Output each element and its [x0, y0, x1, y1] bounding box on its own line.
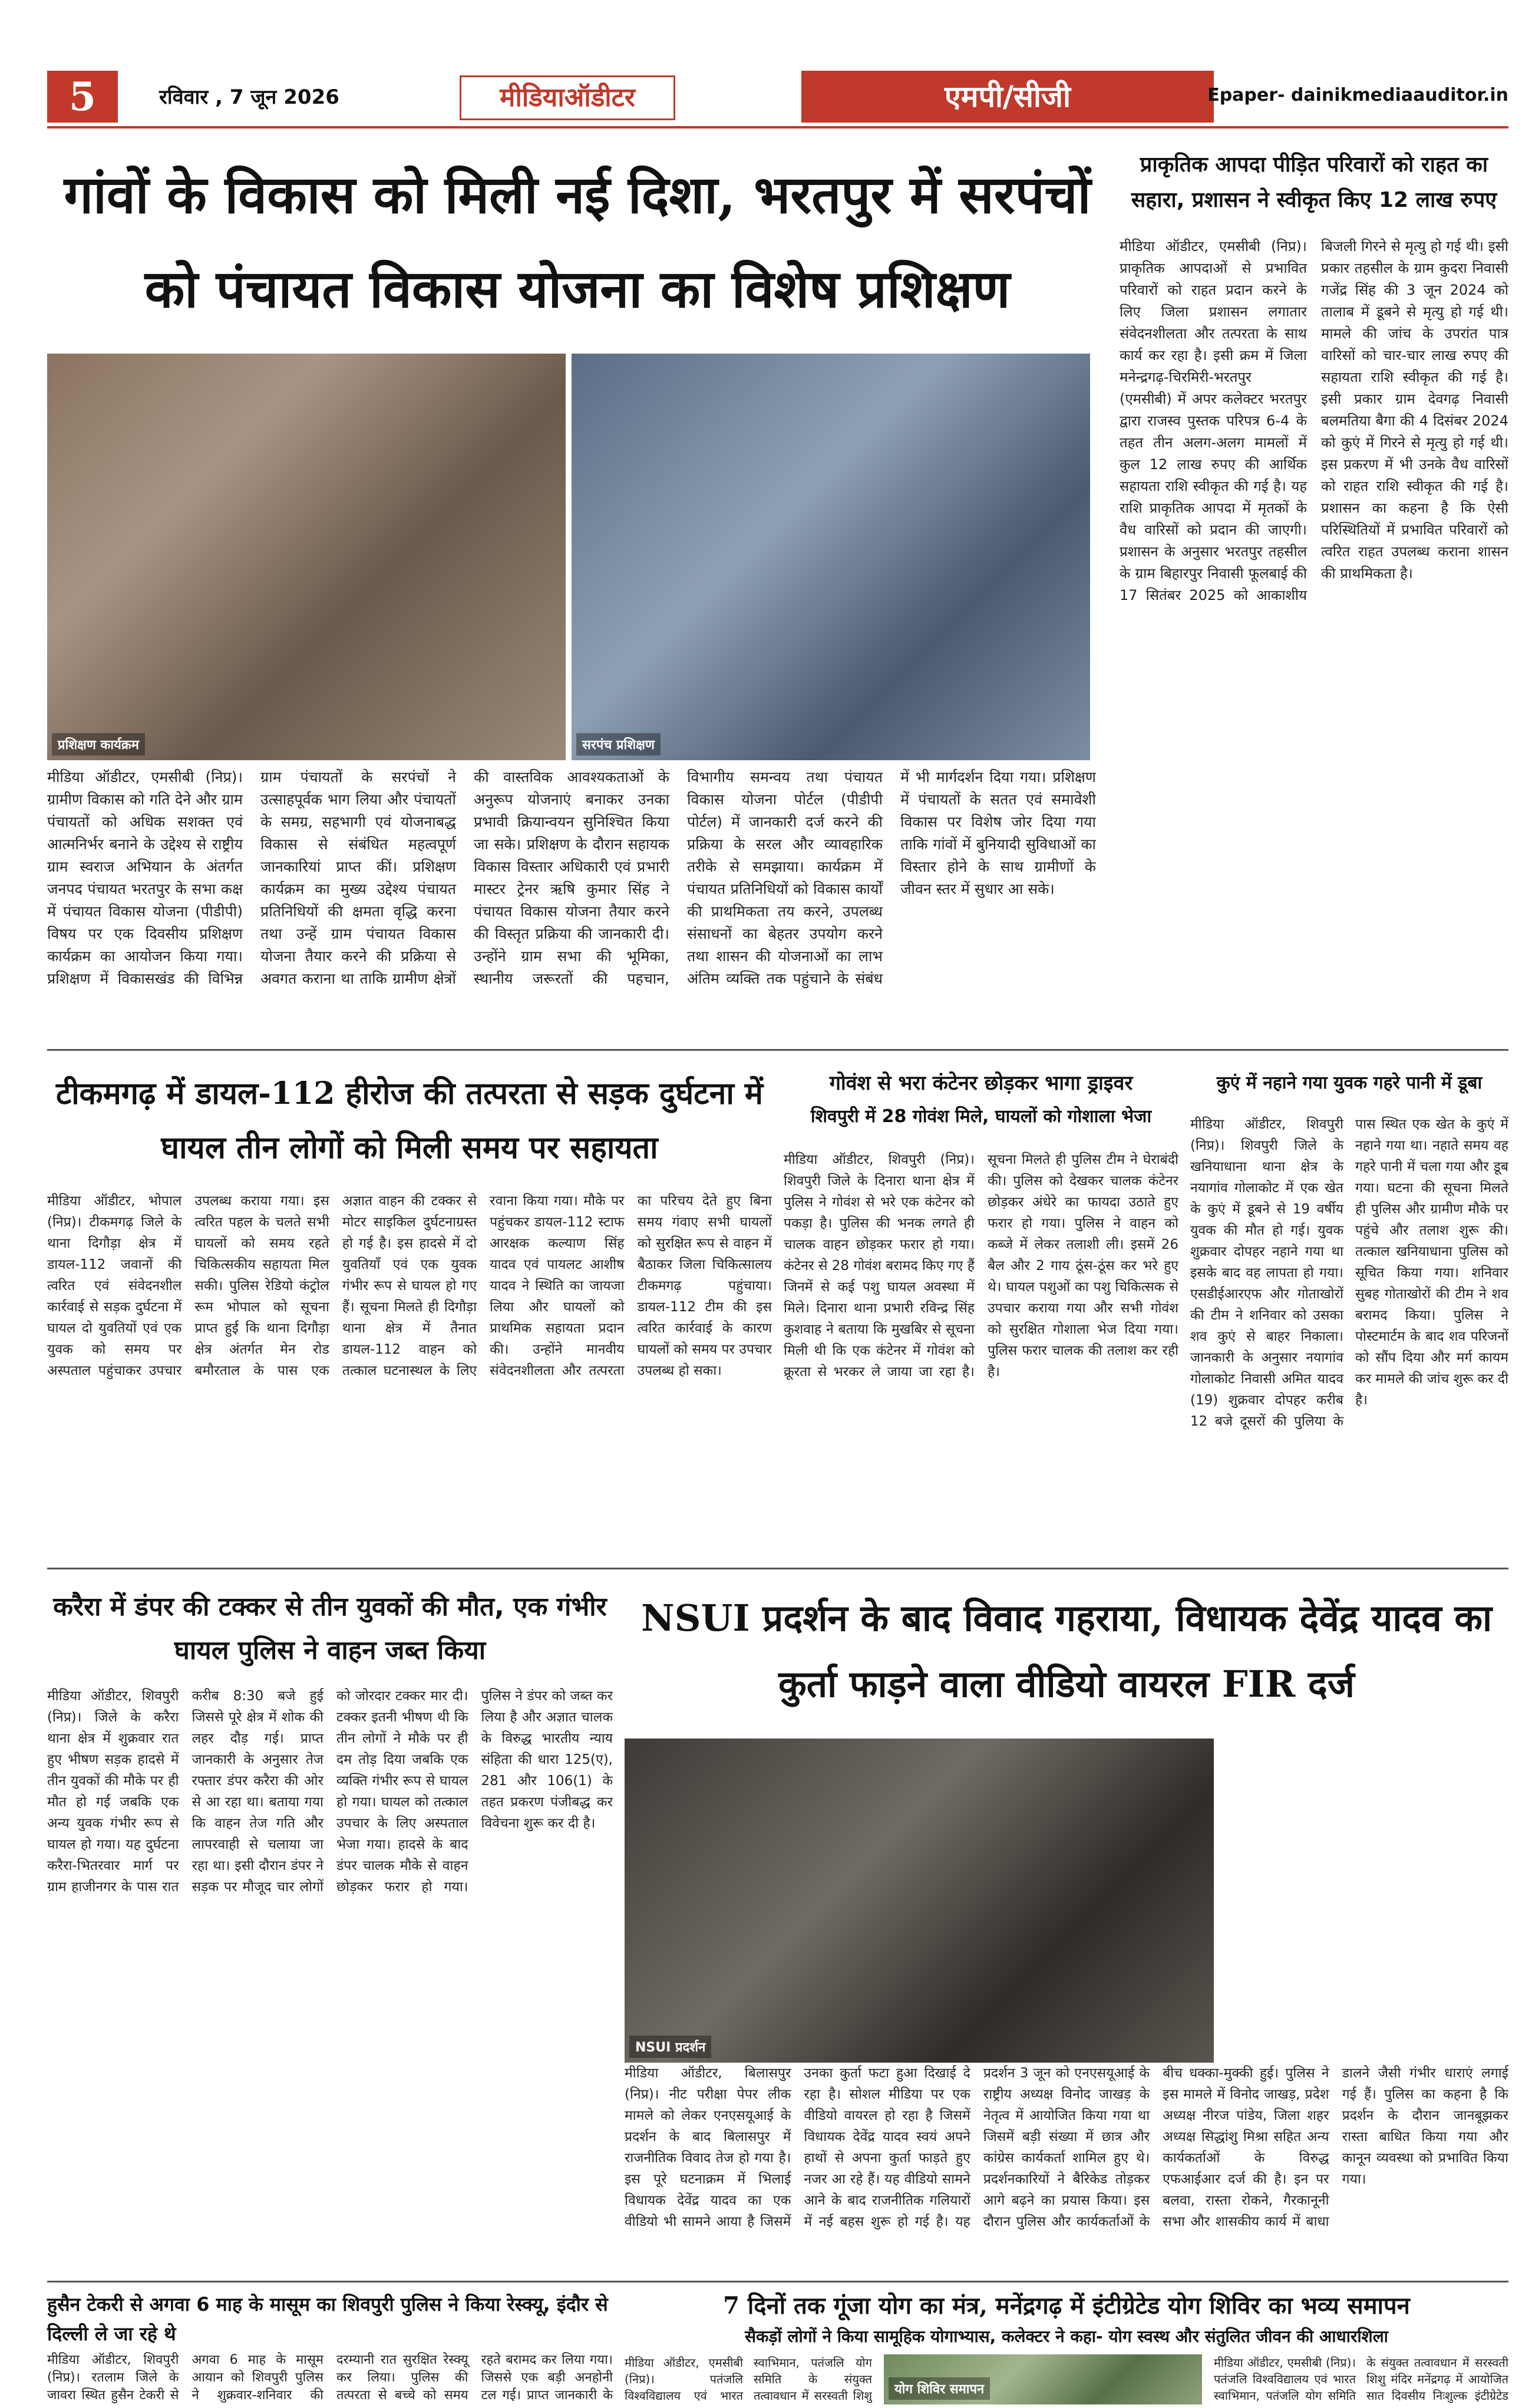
brand-logo: मीडियाऑडीटर: [460, 75, 675, 120]
article-9-photo: [884, 2354, 1202, 2404]
article-4-subheadline: शिवपुरी में 28 गोवंश मिले, घायलों को गोशाला भेजा: [810, 1106, 1152, 1127]
article-1-photo-left: [47, 354, 566, 760]
article-9-headline: 7 दिनों तक गूंजा योग का मंत्र, मनेंद्रगढ़ में इंटीग्रेटेड योग शिविर का भव्य समापन: [723, 2292, 1410, 2320]
divider: [47, 1568, 1508, 1569]
masthead: [47, 71, 1508, 123]
article-6-headline: करैरा में डंपर की टक्कर से तीन युवकों की मौत, एक गंभीर घायल पुलिस ने वाहन जब्त किया: [53, 1592, 607, 1665]
article-2-headline: प्राकृतिक आपदा पीड़ित परिवारों को राहत का सहारा, प्रशासन ने स्वीकृत किए 12 लाख रुपए: [1131, 153, 1497, 212]
photo-caption: NSUI प्रदर्शन: [629, 2036, 711, 2058]
article-9-body: मीडिया ऑडीटर, एमसीबी (निप्र)। पतंजलि विश्वविद्यालय एवं भारत स्वाभिमान, पतंजलि योग समिति के संयुक्त तत्वावधान में सरस्वती शिशु: [625, 2356, 872, 2403]
article-8-body: मीडिया ऑडीटर, शिवपुरी (निप्र)। रतलाम जिले के जावरा स्थित हुसैन टेकरी से अगवा 6 माह के मासूम आयान को शिवपुरी पुलिस ने शुक्रवार-शनिवार की दरम्यानी रात सुरक्षित रेस्क्यू कर लिया। पुलिस की तत्परता से बच्चे को समय रहते बरामद कर लिया गया। जिससे एक बड़ी अनहोनी टल गई। प्राप्त जानकारी के: [47, 2353, 613, 2403]
article-1-body: मीडिया ऑडीटर, एमसीबी (निप्र)। ग्रामीण विकास को गति देने और ग्राम पंचायतों को अधिक सशक्त एवं आत्मनिर्भर बनाने के उद्देश्य से राष्ट्रीय ग्राम स्वराज अभियान के अंतर्गत जनपद पंचायत भरतपुर के सभा कक्ष में पंचायत विकास योजना (पीडीपी) विषय पर एक दिवसीय प्रशिक्षण कार्यक्रम का आयोजन किया गया। प्रशिक्षण में विकासखंड की विभिन्न ग्राम पंचायतों के सरपंचों ने उत्साहपूर्वक भाग लिया और पंचायतों के समग्र, सहभागी एवं योजनाबद्ध विकास से संबंधित महत्वपूर्ण जानकारियां प्राप्त कीं। प्रशिक्षण कार्यक्रम का मुख्य उद्देश्य पंचायत प्रतिनिधियों की क्षमता वृद्धि करना तथा उन्हें ग्राम पंचायत विकास योजना तैयार करने की प्रक्रिया से अवगत कराना था ताकि ग्रामीण क्षेत्रों की वास्तविक आवश्यकताओं के अनुरूप योजनाएं बनाकर उनका प्रभावी क्रियान्वयन सुनिश्चित किया जा सके। प्रशिक्षण के दौरान सहायक विकास विस्तार अधिकारी एवं प्रभारी मास्टर ट्रेनर ऋषि कुमार सिंह ने पंचायत विकास योजना तैयार करने की विस्तृत प्रक्रिया की जानकारी दी। उन्होंने ग्राम सभा की भूमिका, स्थानीय जरूरतों की पहचान, विभागीय समन्वय तथा पंचायत विकास योजना पोर्टल (पीडीपी पोर्टल) में जानकारी दर्ज करने की प्रक्रिया के सरल और व्यावहारिक तरीके से समझाया। कार्यक्रम में पंचायत प्रतिनिधियों को विकास कार्यों की प्राथमिकता तय करने, उपलब्ध संसाधनों का बेहतर उपयोग करने तथा शासन की योजनाओं का लाभ अंतिम व्यक्ति तक पहुंचाने के संबंध में भी मार्गदर्शन दिया गया। प्रशिक्षण में पंचायतों के सतत एवं समावेशी विकास पर विशेष जोर दिया गया ताकि गांवों में बुनियादी सुविधाओं का विस्तार होने के साथ ग्रामीणों के जीवन स्तर में सुधार आ सके।: [47, 768, 1096, 987]
article-7-photo: [625, 1739, 1214, 2063]
article-5-headline: कुएं में नहाने गया युवक गहरे पानी में डूबा: [1216, 1073, 1483, 1093]
article-5-body: मीडिया ऑडीटर, शिवपुरी (निप्र)। शिवपुरी जिले के खनियाधाना थाना क्षेत्र के नयागांव गोलाकोट में एक खेत के कुएं में डूबने से 19 वर्षीय युवक की मौत हो गई। युवक शुक्रवार दोपहर नहाने गया था इसके बाद वह लापता हो गया। एसडीईआरएफ और गोताखोरों की टीम ने शनिवार को उसका शव कुएं से बाहर निकाला। जानकारी के अनुसार नयागांव गोलाकोट निवासी अमित यादव (19) शुक्रवार दोपहर करीब 12 बजे दूसरों की पुलिया के पास स्थित एक खेत के कुएं में नहाने गया था। नहाते समय वह गहरे पानी में चला गया और डूब गया। घटना की सूचना मिलते ही पुलिस और ग्रामीण मौके पर पहुंचे और तलाश शुरू की। तत्काल खनियाधाना पुलिस को सूचित किया गया। शनिवार सुबह गोताखोरों की टीम ने शव बरामद किया। पुलिस ने पोस्टमार्टम के बाद शव परिजनों को सौंप दिया और मर्ग कायम कर मामले की जांच शुरू कर दी है।: [1190, 1117, 1508, 1429]
divider: [47, 1049, 1508, 1051]
article-7-body: मीडिया ऑडीटर, बिलासपुर (निप्र)। नीट परीक्षा पेपर लीक मामले को लेकर एनएसयूआई के प्रदर्शन के बाद बिलासपुर में राजनीतिक विवाद तेज हो गया है। इस पूरे घटनाक्रम में भिलाई विधायक देवेंद्र यादव का एक वीडियो भी सामने आया है जिसमें उनका कुर्ता फटा हुआ दिखाई दे रहा है। सोशल मीडिया पर एक वीडियो वायरल हो रहा है जिसमें विधायक देवेंद्र यादव स्वयं अपने हाथों से अपना कुर्ता फाड़ते हुए नजर आ रहे हैं। यह वीडियो सामने आने के बाद राजनीतिक गलियारों में नई बहस शुरू हो गई है। यह प्रदर्शन 3 जून को एनएसयूआई के राष्ट्रीय अध्यक्ष विनोद जाखड़ के नेतृत्व में आयोजित किया गया था जिसमें बड़ी संख्या में छात्र और कांग्रेस कार्यकर्ता शामिल हुए थे। प्रदर्शनकारियों ने बैरिकेड तोड़कर आगे बढ़ने का प्रयास किया। इस दौरान पुलिस और कार्यकर्ताओं के बीच धक्का-मुक्की हुई। पुलिस ने इस मामले में विनोद जाखड़, प्रदेश अध्यक्ष नीरज पांडेय, जिला शहर अध्यक्ष सिद्धांशु मिश्रा सहित अन्य कार्यकर्ताओं के विरुद्ध एफआईआर दर्ज की है। इन पर बलवा, रास्ता रोकने, गैरकानूनी सभा और शासकीय कार्य में बाधा डालने जैसी गंभीर धाराएं लगाई गई हैं। पुलिस का कहना है कि प्रदर्शन के दौरान जानबूझकर रास्ता बाधित किया गया और कानून व्यवस्था को प्रभावित किया गया।: [625, 2066, 1508, 2229]
article-9-body-cont: मीडिया ऑडीटर, एमसीबी (निप्र)। पतंजलि विश्वविद्यालय एवं भारत स्वाभिमान, पतंजलि योग समिति के संयुक्त तत्वावधान में सरस्वती शिशु मंदिर मनेंद्रगढ़ में आयोजित सात दिवसीय निःशुल्क इंटीग्रेटेड: [1214, 2356, 1508, 2403]
article-2-body: मीडिया ऑडीटर, एमसीबी (निप्र)। प्राकृतिक आपदाओं से प्रभावित परिवारों को राहत प्रदान करने के लिए जिला प्रशासन लगातार संवेदनशीलता और तत्परता के साथ कार्य कर रहा है। इसी क्रम में जिला मनेन्द्रगढ़-चिरमिरी-भरतपुर (एमसीबी) में अपर कलेक्टर भरतपुर द्वारा राजस्व पुस्तक परिपत्र 6-4 के तहत तीन अलग-अलग मामलों में कुल 12 लाख रुपए की आर्थिक सहायता राशि स्वीकृत की गई है। यह राशि प्राकृतिक आपदा में मृतकों के वैध वारिसों को प्रदान की जाएगी। प्रशासन के अनुसार भरतपुर तहसील के ग्राम बिहारपुर निवासी फूलबाई की 17 सितंबर 2025 को आकाशीय बिजली गिरने से मृत्यु हो गई थी। इसी प्रकार तहसील के ग्राम कुदरा निवासी गजेंद्र सिंह की 3 जून 2024 को तालाब में डूबने से मृत्यु हो गई थी। मामले की जांच के उपरांत पात्र वारिसों को चार-चार लाख रुपए की सहायता राशि स्वीकृत की गई है। इसी प्रकार ग्राम देवगढ़ निवासी बलमतिया बैगा की 4 दिसंबर 2024 को कुएं में गिरने से मृत्यु हो गई थी। इस प्रकरण में भी उनके वैध वारिसों को राहत राशि स्वीकृत की गई है। प्रशासन का कहना है कि ऐसी परिस्थितियों में प्रभावित परिवारों को त्वरित राहत उपलब्ध कराना शासन की प्राथमिकता है।: [1120, 238, 1508, 603]
epaper-link[interactable]: Epaper- dainikmediaauditor.in: [1207, 85, 1508, 105]
article-3-body: मीडिया ऑडीटर, भोपाल (निप्र)। टीकमगढ़ जिले के थाना दिगौड़ा क्षेत्र में डायल-112 जवानों की त्वरित एवं संवेदनशील कार्रवाई से सड़क दुर्घटना में घायल दो युवतियों एवं एक युवक को समय पर अस्पताल पहुंचाकर उपचार उपलब्ध कराया गया। इस त्वरित पहल के चलते सभी घायलों को समय रहते चिकित्सकीय सहायता मिल सकी। पुलिस रेडियो कंट्रोल रूम भोपाल को सूचना प्राप्त हुई कि थाना दिगौड़ा क्षेत्र अंतर्गत मेन रोड बमौरताल के पास एक अज्ञात वाहन की टक्कर से मोटर साइकिल दुर्घटनाग्रस्त हो गई है। इस हादसे में दो युवतियाँ एवं एक युवक गंभीर रूप से घायल हो गए हैं। सूचना मिलते ही दिगौड़ा थाना क्षेत्र में तैनात डायल-112 वाहन को तत्काल घटनास्थल के लिए रवाना किया गया। मौके पर पहुंचकर डायल-112 स्टाफ आरक्षक कल्याण सिंह यादव एवं पायलट आशीष यादव ने स्थिति का जायजा लिया और घायलों को प्राथमिक सहायता प्रदान की। उन्होंने मानवीय संवेदनशीलता और तत्परता का परिचय देते हुए बिना समय गंवाए सभी घायलों को सुरक्षित रूप से वाहन में बैठाकर जिला चिकित्सालय टीकमगढ़ पहुंचाया। डायल-112 टीम की इस त्वरित कार्रवाई के कारण घायलों को समय पर उपचार उपलब्ध हो सका।: [47, 1193, 772, 1378]
article-4-body: मीडिया ऑडीटर, शिवपुरी (निप्र)। शिवपुरी जिले के दिनारा थाना क्षेत्र में पुलिस ने गोवंश से भरे एक कंटेनर को पकड़ा है। पुलिस की भनक लगते ही चालक वाहन छोड़कर फरार हो गया। कंटेनर से 28 गोवंश बरामद किए गए हैं जिनमें से कई पशु घायल अवस्था में मिले। दिनारा थाना प्रभारी रविन्द्र सिंह कुशवाह ने बताया कि मुखबिर से सूचना मिली थी कि एक कंटेनर में गोवंश को क्रूरता से भरकर ले जाया जा रहा है। सूचना मिलते ही पुलिस टीम ने घेराबंदी की। पुलिस को देखकर चालक कंटेनर छोड़कर अंधेरे का फायदा उठाते हुए फरार हो गया। पुलिस ने वाहन को कब्जे में लेकर तलाशी ली। इसमें 26 बैल और 2 गाय ठूंस-ठूंस कर भरे हुए थे। घायल पशुओं का पशु चिकित्सक से उपचार कराया गया और सभी गोवंश को सुरक्षित गोशाला भेज दिया गया। पुलिस फरार चालक की तलाश कर रही है।: [784, 1152, 1178, 1380]
page-number: 5: [47, 71, 118, 123]
article-1-photo-right: [572, 354, 1090, 760]
masthead-rule: [47, 126, 1508, 128]
article-7-body-side: [1226, 1739, 1508, 2057]
photo-caption: योग शिविर समापन: [889, 2377, 990, 2400]
article-9-subheadline: सैकड़ों लोगों ने किया सामूहिक योगाभ्यास, कलेक्टर ने कहा- योग स्वस्थ और संतुलित जीवन की आधारशिला: [745, 2327, 1388, 2346]
article-7-headline: NSUI प्रदर्शन के बाद विवाद गहराया, विधायक देवेंद्र यादव का कुर्ता फाड़ने वाला वीडियो वायरल FIR दर्ज: [640, 1596, 1493, 1706]
article-1-headline: गांवों के विकास को मिली नई दिशा, भरतपुर में सरपंचों को पंचायत विकास योजना का विशेष प्रशिक्षण: [64, 164, 1091, 319]
article-8-headline: हुसैन टेकरी से अगवा 6 माह के मासूम का शिवपुरी पुलिस ने किया रेस्क्यू, इंदौर से दिल्ली ले जा रहे थे: [47, 2293, 608, 2345]
article-3-headline: टीकमगढ़ में डायल-112 हीरोज की तत्परता से सड़क दुर्घटना में घायल तीन लोगों को मिली समय पर सहायता: [56, 1076, 763, 1166]
section-label: एमपी/सीजी: [801, 71, 1214, 123]
divider: [47, 2281, 1508, 2282]
article-6-body: मीडिया ऑडीटर, शिवपुरी (निप्र)। जिले के करैरा थाना क्षेत्र में शुक्रवार रात हुए भीषण सड़क हादसे में तीन युवकों की मौके पर ही मौत हो गई जबकि एक अन्य युवक गंभीर रूप से घायल हो गया। यह दुर्घटना करैरा-भितरवार मार्ग पर ग्राम हाजीनगर के पास रात करीब 8:30 बजे हुई जिससे पूरे क्षेत्र में शोक की लहर दौड़ गई। प्राप्त जानकारी के अनुसार तेज रफ्तार डंपर करैरा की ओर से आ रहा था। बताया गया कि वाहन तेज गति और लापरवाही से चलाया जा रहा था। इसी दौरान डंपर ने सड़क पर मौजूद चार लोगों को जोरदार टक्कर मार दी। टक्कर इतनी भीषण थी कि तीन लोगों ने मौके पर ही दम तोड़ दिया जबकि एक व्यक्ति गंभीर रूप से घायल हो गया। घायल को तत्काल उपचार के लिए अस्पताल भेजा गया। हादसे के बाद डंपर चालक मौके से वाहन छोड़कर फरार हो गया। पुलिस ने डंपर को जब्त कर लिया है और अज्ञात चालक के विरुद्ध भारतीय न्याय संहिता की धारा 125(ए), 281 और 106(1) के तहत प्रकरण पंजीबद्ध कर विवेचना शुरू कर दी है।: [47, 1688, 613, 1895]
photo-caption: सरपंच प्रशिक्षण: [576, 733, 661, 756]
article-4-headline: गोवंश से भरा कंटेनर छोड़कर भागा ड्राइवर: [829, 1071, 1133, 1095]
photo-caption: प्रशिक्षण कार्यक्रम: [52, 733, 145, 756]
issue-date: रविवार , 7 जून 2026: [159, 85, 339, 109]
